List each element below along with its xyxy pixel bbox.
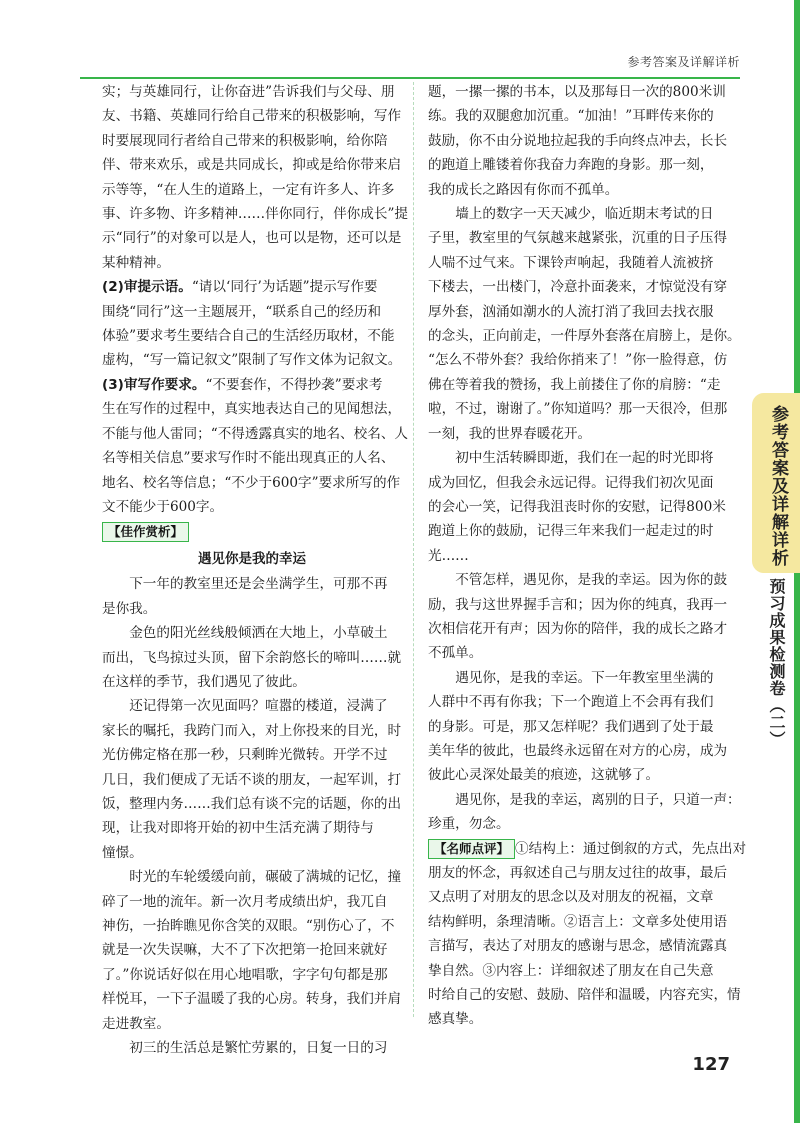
comment-line: 结构鲜明，条理清晰。②语言上：文章多处使用语	[428, 913, 728, 930]
text-line: 事、许多物、许多精神……伴你同行，伴你成长”提	[102, 206, 409, 223]
essay-line: 现，让我对即将开始的初中生活充满了期待与	[102, 820, 374, 837]
text-line	[102, 275, 402, 299]
answer-intro	[102, 80, 409, 275]
essay-line: 遇见你，是我的幸运，离别的日子，只道一声：	[455, 791, 741, 808]
essay-line: 墙上的数字一天天减少，临近期末考试的日	[455, 206, 714, 223]
essay-line: 美年华的彼此，也最终永远留在对方的心房，成为	[428, 742, 728, 759]
essay-line: 的跑道上雕镂着你我奋力奔跑的身影。那一刻，	[428, 157, 714, 174]
text-line: 生在写作的过程中，真实地表达自己的见闻想法，	[102, 401, 402, 418]
essay-line: 了。”你说话好似在用心地唱歌，字字句句都是那	[102, 966, 388, 983]
text-line: 示“同行”的对象可以是人，也可以是物，还可以是	[102, 230, 402, 247]
essay-line: 子里，教室里的气氛越来越紧张，沉重的日子压得	[428, 230, 728, 247]
text-line: 时要展现同行者给自己带来的积极影响，给你陪	[102, 132, 388, 149]
side-tab-label: 参考答案及详解详析	[768, 405, 788, 567]
point-text: “请以‘同行’为话题”提示写作要	[191, 279, 378, 296]
text-line: 文不能少于600字。	[102, 498, 224, 515]
essay-line: 一刻，我的世界春暖花开。	[428, 425, 592, 442]
essay-line: 不孤单。	[428, 645, 483, 662]
essay-line: 光仿佛定格在那一秒，只剩眸光微转。开学不过	[102, 747, 388, 764]
essay-line: 的会心一笑，记得我沮丧时你的安慰，记得800米	[428, 498, 726, 515]
essay-line: 初中生活转瞬即逝，我们在一起的时光即将	[455, 450, 714, 467]
essay-line: 下一年的教室里还是会坐满学生，可那不再	[129, 576, 388, 593]
essay-line: 还记得第一次见面吗？喧嚣的楼道，浸满了	[129, 698, 388, 715]
appreciation-tag: 【佳作赏析】	[102, 522, 189, 542]
essay-line: 题，一摞一摞的书本，以及那每日一次的800米训	[428, 84, 726, 100]
essay-line: 而出，飞鸟掠过头顶，留下余韵悠长的啼叫……就	[102, 649, 402, 666]
column-divider	[413, 82, 414, 1017]
text-line: 不能与他人雷同；“不得透露真实的地名、校名、人	[102, 425, 409, 442]
essay-line: 下楼去，一出楼门，冷意扑面袭来，才惊觉没有穿	[428, 279, 728, 296]
essay-line: 励，我与这世界握手言和；因为你的纯真，我再一	[428, 596, 728, 613]
page-number: 127	[692, 1054, 730, 1075]
essay-line: 就是一次失误嘛，大不了下次把第一抢回来就好	[102, 942, 388, 959]
essay-line: 练。我的双腿愈加沉重。“加油！”耳畔传来你的	[428, 108, 714, 125]
essay-line: 遇见你，是我的幸运。下一年教室里坐满的	[455, 669, 714, 686]
essay-line: 成为回忆，但我会永远记得。记得我们初次见面	[428, 474, 714, 491]
comment-line: 朋友的怀念，再叙述自己与朋友过往的故事，最后	[428, 865, 728, 881]
essay-line: 佛在等着我的赞扬，我上前搂住了你的肩膀：“走	[428, 376, 721, 393]
page-header	[80, 47, 740, 79]
side-tab	[752, 393, 800, 573]
appreciation-tag-row	[102, 521, 402, 542]
text-line: 虚构，“写一篇记叙文”限制了写作文体为记叙文。	[102, 352, 402, 369]
point-label: (3)审写作要求。	[102, 376, 206, 393]
text-line: 名等相关信息”要求写作时不能出现真正的人名、	[102, 450, 395, 467]
essay-line: 家长的嘱托，我跨门而入，对上你投来的目光，时	[102, 722, 402, 739]
text-line: 示等等，“在人生的道路上，一定有许多人、许多	[102, 181, 395, 198]
essay-line: 我的成长之路因有你而不孤单。	[428, 181, 619, 198]
comment-tag: 【名师点评】	[428, 839, 515, 859]
essay-line: 憧憬。	[102, 844, 143, 861]
point-label: (2)审提示语。	[102, 279, 192, 296]
essay-line: 厚外套，汹涌如潮水的人流打消了我回去找衣服	[428, 303, 714, 320]
essay-line: 啦，不过，谢谢了。”你知道吗？那一天很冷，但那	[428, 401, 728, 418]
comment-text: ①结构上：通过倒叙的方式，先点出对	[515, 840, 747, 857]
essay-line: 几日，我们便成了无话不谈的朋友，一起军训，打	[102, 771, 402, 788]
essay-line: 的身影。可是，那又怎样呢？我们遇到了处于最	[428, 718, 714, 735]
essay-line: 鼓励，你不由分说地拉起我的手向终点冲去，长长	[428, 132, 728, 149]
essay-line: 在这样的季节，我们遇见了彼此。	[102, 673, 306, 690]
essay-line: 初三的生活总是繁忙劳累的，日复一日的习	[129, 1040, 388, 1057]
essay-line: 走进教室。	[102, 1015, 170, 1032]
essay-line: 人群中不再有你我；下一个跑道上不会再有我们	[428, 694, 714, 711]
essay-line: 人喘不过气来。下课铃声响起，我随着人流被挤	[428, 254, 714, 271]
essay-line: 神伤，一抬眸瞧见你含笑的双眼。“别伤心了，不	[102, 918, 395, 934]
essay-line: 时光的车轮缓缓向前，碾破了满城的记忆，撞	[129, 869, 402, 886]
text-line: 友、书籍、英雄同行给自己带来的积极影响，写作	[102, 108, 402, 125]
essay-line: 不管怎样，遇见你，是我的幸运。因为你的鼓	[455, 572, 728, 589]
essay-line: 饭，整理内务……我们总有谈不完的话题，你的出	[102, 795, 402, 812]
essay-title: 遇见你是我的幸运	[198, 551, 306, 568]
essay-line: 光……	[428, 547, 469, 564]
text-line: 围绕“同行”这一主题展开，“联系自己的经历和	[102, 303, 382, 320]
comment-line: 挚自然。③内容上：详细叙述了朋友在自己失意	[428, 962, 714, 979]
essay-line: 次相信花开有声；因为你的陪伴，我的成长之路才	[428, 620, 728, 637]
side-tab-subtitle: 预习成果检测卷（二）	[767, 578, 786, 748]
comment-line: 又点明了对朋友的思念以及对朋友的祝福，文章	[428, 889, 714, 906]
left-column	[102, 80, 409, 1060]
essay-line: 的念头，正向前走，一件厚外套落在肩膀上，是你。	[428, 328, 741, 345]
comment-line: 感真挚。	[428, 1011, 483, 1028]
point-text: “不要套作，不得抄袭”要求考	[205, 376, 383, 393]
essay-line: 跑道上你的鼓励，记得三年来我们一起走过的时	[428, 523, 714, 540]
header-title: 参考答案及详解详析	[627, 55, 740, 69]
essay-left-body	[102, 572, 402, 1060]
text-line: 体验”要求考生要结合自己的生活经历取材，不能	[102, 328, 395, 345]
text-line	[102, 373, 402, 397]
essay-right-body	[428, 80, 741, 837]
comment-line	[428, 837, 747, 861]
essay-line: 样悦耳，一下子温暖了我的心房。转身，我们并肩	[102, 991, 402, 1008]
essay-line: “怎么不带外套？我给你捎来了！”你一脸得意，仿	[428, 352, 728, 369]
text-line: 实；与英雄同行，让你奋进”告诉我们与父母、朋	[102, 84, 395, 100]
comment-line: 时给自己的安慰、鼓励、陪伴和温暖，内容充实，情	[428, 987, 741, 1004]
text-line: 地名、校名等信息；“不少于600字”要求所写的作	[102, 474, 401, 491]
comment-line: 言描写，表达了对朋友的感谢与思念，感情流露真	[428, 938, 728, 955]
answer-point-3	[102, 373, 409, 519]
essay-line: 是你我。	[102, 600, 157, 617]
teacher-comment	[428, 837, 747, 1032]
answer-point-2	[102, 275, 402, 373]
essay-line: 金色的阳光丝线般倾洒在大地上，小草破土	[129, 625, 388, 642]
essay-line: 碎了一地的流年。新一次月考成绩出炉，我兀自	[102, 893, 388, 910]
text-line: 伴、带来欢乐，或是共同成长，抑或是给你带来启	[102, 157, 402, 174]
essay-line: 彼此心灵深处最美的痕迹，这就够了。	[428, 767, 660, 784]
essay-line: 珍重，勿念。	[428, 816, 510, 833]
text-line: 某种精神。	[102, 254, 170, 271]
right-column	[428, 80, 747, 1032]
